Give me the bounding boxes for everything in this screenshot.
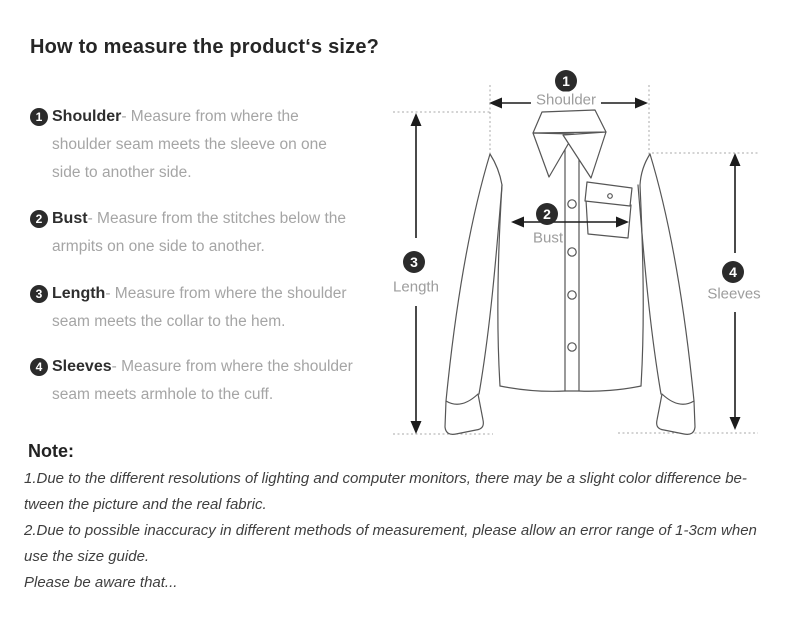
diagram-label-shoulder: Shoulder	[531, 92, 601, 109]
diagram-badge-shoulder: 1	[555, 70, 577, 92]
item-label: Length	[52, 285, 106, 302]
note-text	[24, 466, 776, 596]
number-badge: 4	[30, 358, 48, 376]
note-line: Please be aware that...	[24, 574, 178, 591]
diagram-badge-length: 3	[403, 251, 425, 273]
left-cuff	[445, 394, 483, 434]
chest-pocket	[585, 182, 632, 238]
diagram-label-sleeves: Sleeves	[707, 285, 761, 303]
note-line: use the size guide.	[24, 548, 150, 565]
note-line: 2.Due to possible inaccuracy in different methods of measurement, please allow an error range of 1-3cm when	[24, 522, 757, 539]
item-label: Sleeves	[52, 358, 112, 375]
diagram-label-length: Length	[393, 278, 439, 296]
item-label: Shoulder	[52, 108, 122, 125]
number-badge: 3	[30, 285, 48, 303]
shirt-outline	[445, 110, 695, 434]
item-description: - Measure from where the shoulder seam meets the sleeve on one side to another side.	[52, 108, 327, 181]
note-line: tween the picture and the real fabric.	[24, 496, 267, 513]
item-label: Bust	[52, 210, 88, 227]
collar	[533, 110, 606, 178]
note-heading: Note:	[28, 441, 74, 461]
item-description: - Measure from the stitches below the armpits on one side to another.	[52, 210, 347, 255]
item-description: - Measure from where the shoulder seam meets armhole to the cuff.	[52, 358, 353, 403]
placket	[565, 140, 579, 391]
note-line: 1.Due to the different resolutions of lighting and computer monitors, there may be a slight color difference be-	[24, 470, 747, 487]
right-cuff	[657, 394, 695, 434]
item-description: - Measure from where the shoulder seam meets the collar to the hem.	[52, 285, 347, 330]
number-badge: 2	[30, 210, 48, 228]
page-title: How to measure the product‘s size?	[30, 36, 380, 58]
diagram-label-bust: Bust	[532, 229, 564, 247]
diagram-badge-bust: 2	[536, 203, 558, 225]
number-badge: 1	[30, 108, 48, 126]
diagram-badge-sleeves: 4	[722, 261, 744, 283]
